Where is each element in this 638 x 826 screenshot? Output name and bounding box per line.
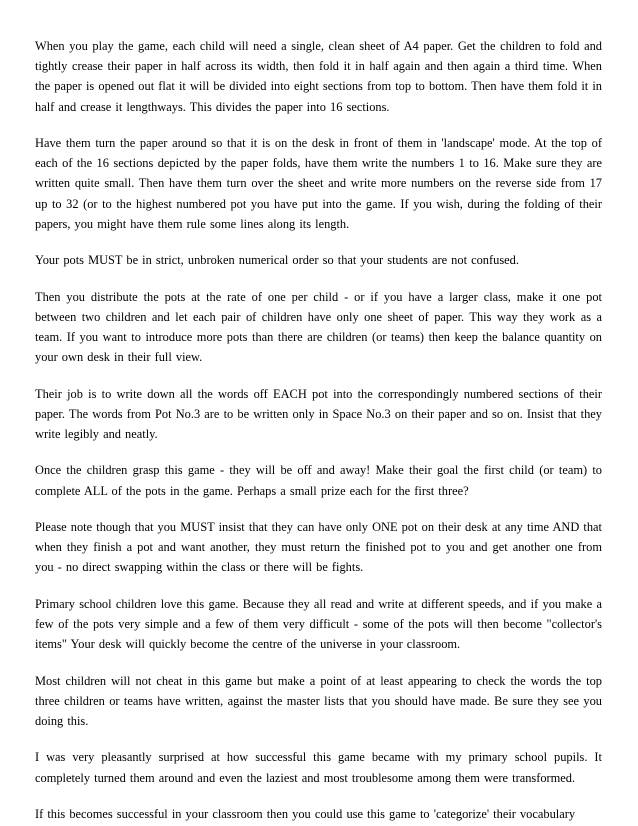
paragraph-folding-instructions: When you play the game, each child will need a single, clean sheet of A4 paper. Get the children to fold and tightly crease their paper in half across its width, then fold it in half again and then again a third time. When the paper is opened out flat it will be divided into eight sections from top to bottom. Then have them fold it in half and crease it lengthways. This divides the paper into 16 sections. — [35, 39, 602, 114]
paragraph-pot-order: Your pots MUST be in strict, unbroken numerical order so that your students are not confused. — [35, 253, 519, 268]
paragraph-categorize: If this becomes successful in your classroom then you could use this game to 'categorize' their vocabulary — [35, 806, 576, 821]
paragraph-write-words: Their job is to write down all the words off EACH pot into the correspondingly numbered sections of their paper. The words from Pot No.3 are to be written only in Space No.3 on their paper and so on. Insist that they write legibly and neatly. — [35, 386, 602, 441]
paragraph-collectors-items: Primary school children love this game. Because they all read and write at different speeds, and if you make a few of the pots very simple and a few of them very difficult - some of the pots will then become "collector's items" Your desk will quickly become the centre of the universe in your classroom. — [35, 596, 602, 652]
paragraph-distribute-pots: Then you distribute the pots at the rate of one per child - or if you have a larger class, make it one pot between two children and let each pair of children have only one sheet of paper. This way they work as a team. If you want to introduce more pots than there are children (or teams) then keep the balance quantity on your own desk in their full view. — [35, 289, 602, 365]
paragraph-numbering-sections: Have them turn the paper around so that it is on the desk in front of them in 'landscape' mode. At the top of each of the 16 sections depicted by the paper folds, have them write the numbers 1 to 16. Make sure they are written quite small. Then have them turn over the sheet and write more numbers on the reverse side from 17 up to 32 (or to the highest numbered pot you have put into the game. If you wish, during the folding of their papers, you might have them rule some lines along its length. — [35, 136, 602, 231]
paragraph-one-pot-rule: Please note though that you MUST insist that they can have only ONE pot on their desk at any time AND that when they finish a pot and want another, they must return the finished pot to you and get another one from you - no direct swapping within the class or there will be fights. — [35, 519, 602, 575]
paragraph-check-words: Most children will not cheat in this game but make a point of at least appearing to check the words the top three children or teams have written, against the master lists that you should have made. Be sure they see you doing this. — [35, 673, 602, 728]
paragraph-success: I was very pleasantly surprised at how successful this game became with my primary school pupils. It completely turned them around and even the laziest and most troublesome among them were transformed. — [35, 750, 602, 785]
paragraph-game-goal: Once the children grasp this game - they will be off and away! Make their goal the first child (or team) to complete ALL of the pots in the game. Perhaps a small prize each for the first three? — [35, 463, 602, 498]
